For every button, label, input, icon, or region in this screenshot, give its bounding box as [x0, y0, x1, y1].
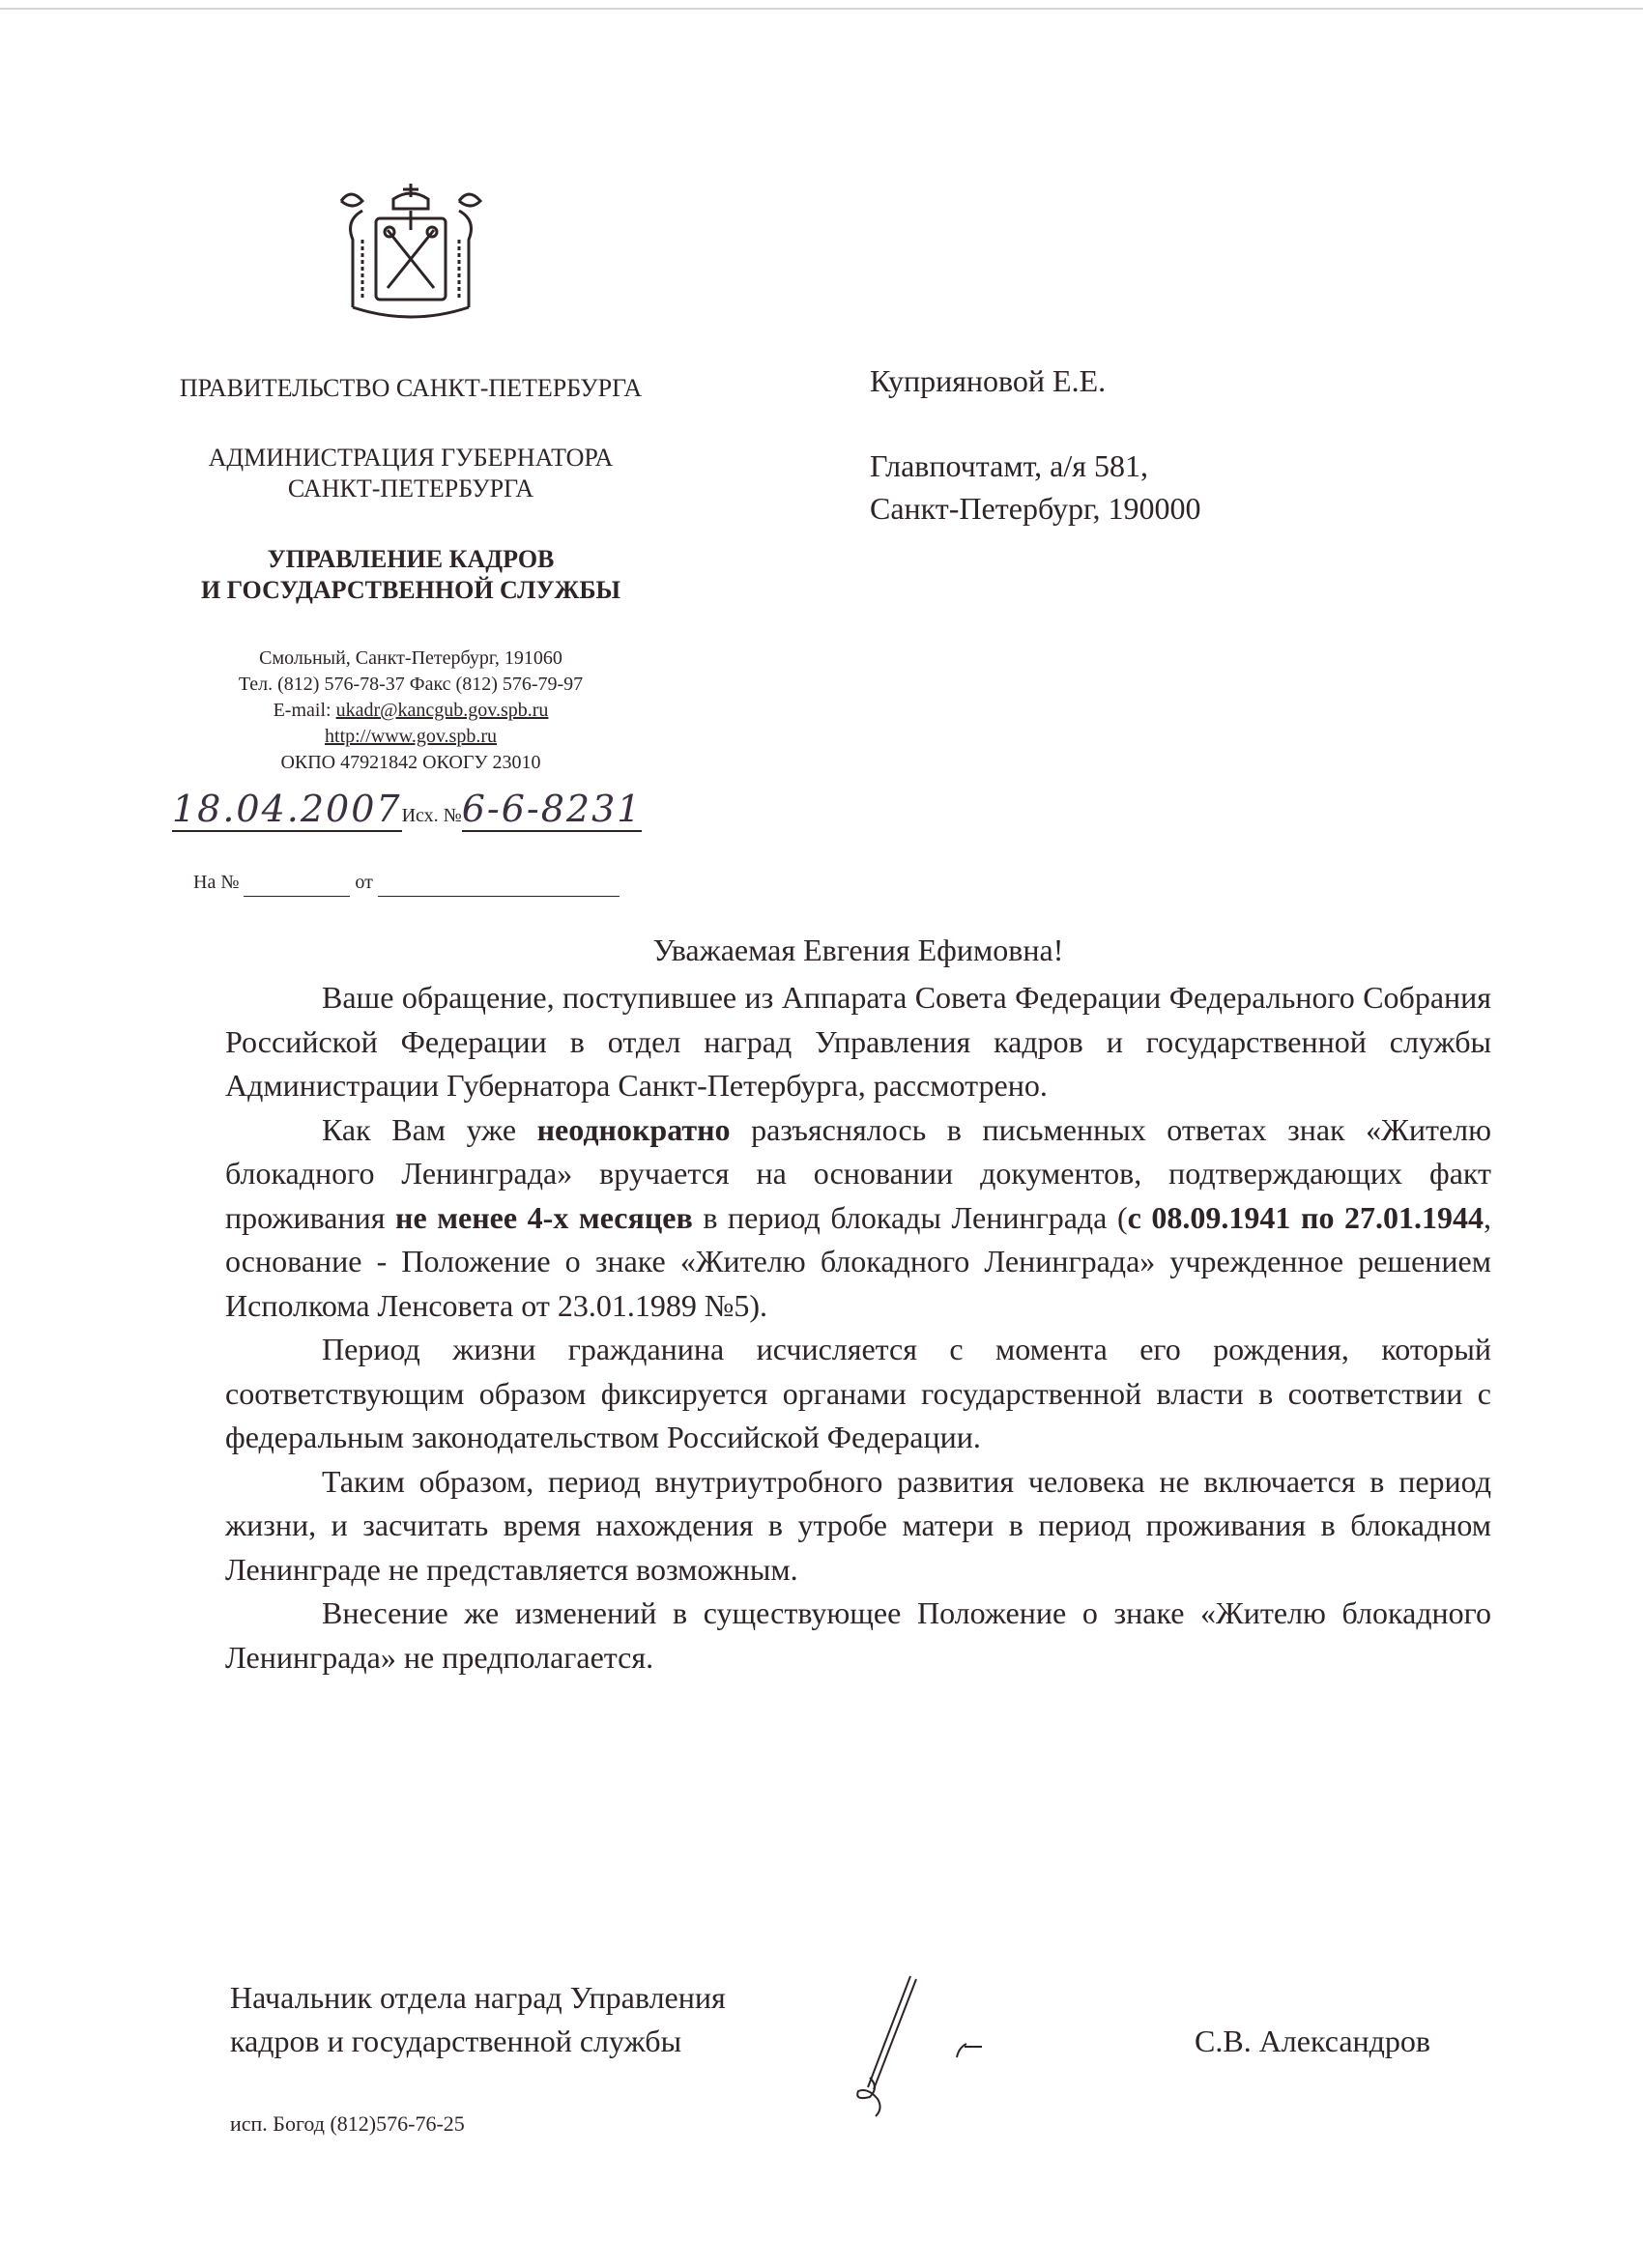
bold-text: неоднократно — [536, 1111, 731, 1147]
website-link[interactable]: http://www.gov.spb.ru — [325, 726, 497, 747]
signatory-name: С.В. Александров — [1195, 2024, 1431, 2058]
position-line2: кадров и государственной службы — [230, 2024, 682, 2058]
ref-label: На № — [193, 872, 240, 893]
recipient-name: Куприяновой Е.Е. — [870, 363, 1107, 398]
coat-of-arms-emblem — [333, 182, 488, 325]
recipient-address-line1: Главпочтамт, а/я 581, — [870, 448, 1148, 483]
handwritten-signature — [850, 1971, 1044, 2126]
handwritten-date: 18.04.2007 — [172, 788, 402, 830]
paragraph-5: Внесение же изменений в существующее Положение о знаке «Жителю блокадного Ленинграда» не предполагается. — [225, 1595, 1491, 1675]
signatory-position — [230, 1976, 726, 2063]
org-phones: Тел. (812) 576-78-37 Факс (812) 576-79-97 — [238, 674, 584, 695]
position-line1: Начальник отдела наград Управления — [230, 1980, 726, 2015]
ref-number-blank — [244, 870, 350, 897]
department-line2: И ГОСУДАРСТВЕННОЙ СЛУЖБЫ — [200, 576, 621, 604]
paragraph-3: Период жизни гражданина исчисляется с момента его рождения, который соответствующим образом фиксируется органами государственной власти в соответствии с федеральным законодательством Российской Федерации. — [225, 1332, 1491, 1454]
department-line1: УПРАВЛЕНИЕ КАДРОВ — [267, 545, 555, 573]
email-link[interactable]: ukadr@kancgub.gov.spb.ru — [335, 700, 549, 721]
administration-line1: АДМИНИСТРАЦИЯ ГУБЕРНАТОРА — [208, 444, 614, 472]
outgoing-label: Исх. № — [401, 805, 462, 826]
text: в период блокады Ленинграда ( — [692, 1199, 1128, 1235]
paragraph-1: Ваше обращение, поступившее из Аппарата Совета Федерации Федерального Собрания Российской Федерации в отдел наград Управления кадров и государственной службы Администрации Губернатора Санкт-Петербурга, рассмотрено. — [225, 980, 1491, 1103]
paragraph-2 — [225, 1108, 1491, 1329]
bold-text: с 08.09.1941 по 27.01.1944 — [1127, 1199, 1484, 1235]
org-codes: ОКПО 47921842 ОКОГУ 23010 — [280, 752, 541, 773]
ref-date-blank — [378, 870, 620, 897]
text: разъяснялось в письменных ответах знак «Жителю блокадного Ленинграда» вручается на основании документов, подтверждающих факт проживания — [225, 1111, 1492, 1235]
org-address: Смольный, Санкт-Петербург, 191060 — [259, 647, 562, 669]
government-name: ПРАВИТЕЛЬСТВО САНКТ-ПЕТЕРБУРГА — [179, 374, 643, 402]
paragraph-4: Таким образом, период внутриутробного развития человека не включается в период жизни, и засчитать время нахождения в утробе матери в период проживания в блокадном Ленинграде не представляется возможным. — [225, 1463, 1491, 1587]
scan-edge-line — [0, 8, 1643, 10]
executor-contact: исп. Богод (812)576-76-25 — [230, 2111, 465, 2136]
text: Как Вам уже — [322, 1111, 537, 1147]
greeting: Уважаемая Евгения Ефимовна! — [652, 933, 1064, 967]
handwritten-outgoing-number: 6-6-8231 — [461, 788, 643, 830]
bold-text: не менее 4-х месяцев — [395, 1199, 693, 1235]
org-email-line — [116, 698, 706, 724]
administration-line2: САНКТ-ПЕТЕРБУРГА — [287, 474, 534, 502]
email-label: E-mail: — [273, 700, 336, 721]
text: , основание - Положение о знаке «Жителю блокадного Ленинграда» учрежденное решением Исполкома Ленсовета от 23.01.1989 №5). — [225, 1199, 1492, 1323]
outgoing-number-line — [172, 788, 642, 830]
recipient-address-line2: Санкт-Петербург, 190000 — [870, 491, 1201, 526]
ref-from-label: от — [355, 872, 373, 893]
letter-body — [225, 976, 1491, 1679]
reference-line — [193, 870, 620, 897]
